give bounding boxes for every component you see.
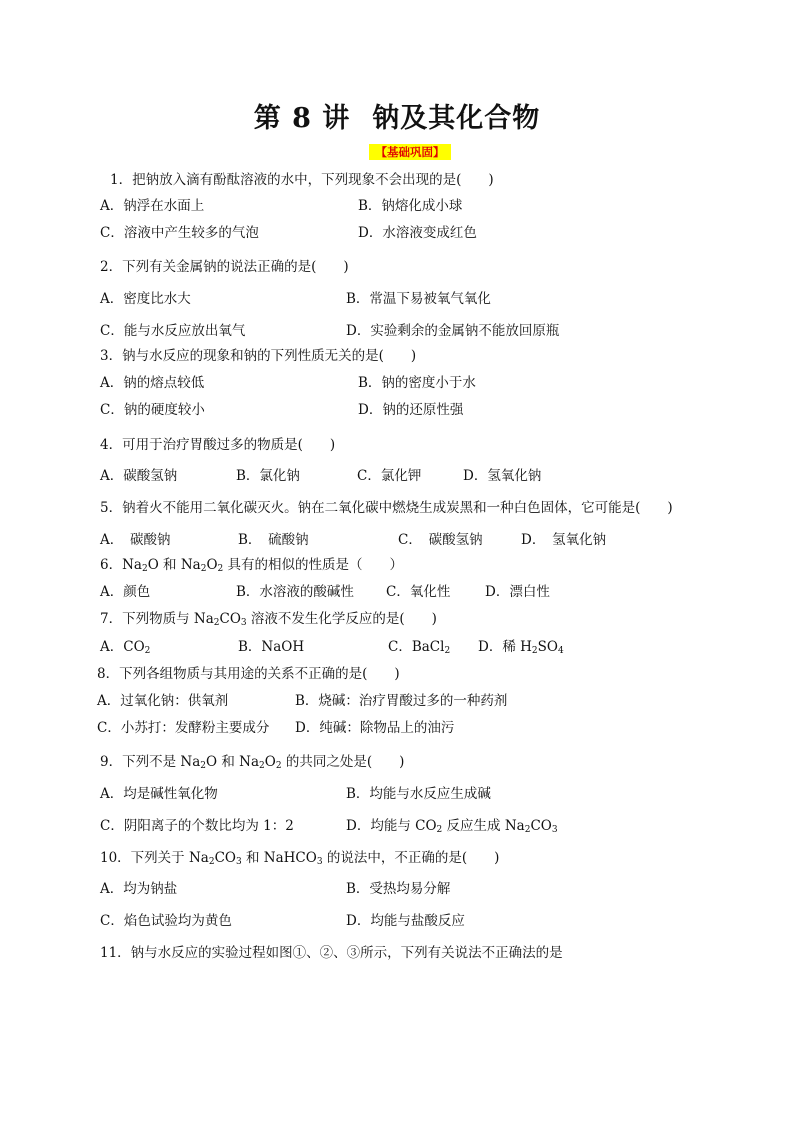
- question-4-option-d: D．氢氧化钠: [463, 468, 542, 484]
- question-1-option-a: A．钠浮在水面上: [100, 198, 205, 214]
- question-11-stem: 11．钠与水反应的实验过程如图①、②、③所示，下列有关说法不正确法的是: [100, 945, 563, 961]
- question-6-stem: 6．$Na_2O$ 和 $Na_2O_2$ 具有的相似的性质是（ ）: [100, 557, 404, 574]
- question-8-stem: 8．下列各组物质与其用途的关系不正确的是( ): [97, 666, 400, 682]
- question-10-option-b: B．受热均易分解: [346, 881, 451, 897]
- question-6-option-b: B．水溶液的酸碱性: [236, 584, 354, 600]
- question-9-option-b: B．均能与水反应生成碱: [346, 786, 491, 802]
- question-6-option-c: C．氧化性: [386, 584, 451, 600]
- question-4-option-b: B．氯化钠: [236, 468, 300, 484]
- question-2-option-c: C．能与水反应放出氧气: [100, 323, 246, 339]
- question-8-option-a: A．过氧化钠：供氧剂: [97, 693, 229, 709]
- lecture-number: 第 8 讲: [253, 103, 351, 134]
- question-3-option-d: D．钠的还原性强: [358, 402, 464, 418]
- question-1-stem: 1．把钠放入滴有酚酞溶液的水中，下列现象不会出现的是( ): [110, 172, 494, 188]
- question-8-option-c: C．小苏打：发酵粉主要成分: [97, 720, 270, 736]
- question-5-option-b: B． 硫酸钠: [238, 532, 309, 548]
- question-3-stem: 3．钠与水反应的现象和钠的下列性质无关的是( ): [100, 348, 417, 364]
- question-10-stem: 10．下列关于 $Na_2CO_3$ 和 NaHCO$_3$ 的说法中，不正确的是( ): [100, 850, 500, 867]
- question-7-option-b: B．NaOH: [238, 639, 305, 655]
- question-6-option-d: D．漂白性: [485, 584, 550, 600]
- question-4-option-c: C．氯化钾: [357, 468, 422, 484]
- question-5-option-c: C． 碳酸氢钠: [398, 532, 483, 548]
- question-2-option-d: D．实验剩余的金属钠不能放回原瓶: [346, 323, 560, 339]
- question-2-stem: 2．下列有关金属钠的说法正确的是( ): [100, 259, 349, 275]
- question-3-option-b: B．钠的密度小于水: [358, 375, 476, 391]
- question-9-stem: 9．下列不是 $Na_2O$ 和 $Na_2O_2$ 的共同之处是( ): [100, 754, 405, 771]
- question-2-option-b: B．常温下易被氧气氧化: [346, 291, 491, 307]
- question-7-stem: 7．下列物质与 $Na_2CO_3$ 溶液不发生化学反应的是( ): [100, 611, 437, 628]
- question-7-option-a: A．$CO_2$: [100, 639, 151, 656]
- question-3-option-c: C．钠的硬度较小: [100, 402, 205, 418]
- page-title: [0, 96, 794, 135]
- question-8-option-d: D．纯碱：除物品上的油污: [295, 720, 455, 736]
- lecture-topic: 钠及其化合物: [372, 103, 541, 134]
- question-5-stem: 5．钠着火不能用二氧化碳灭火。钠在二氧化碳中燃烧生成炭黑和一种白色固体，它可能是( ): [100, 500, 673, 516]
- question-2-option-a: A．密度比水大: [100, 291, 191, 307]
- question-9-option-c: C．阴阳离子的个数比均为 1：2: [100, 818, 294, 834]
- question-4-option-a: A．碳酸氢钠: [100, 468, 178, 484]
- question-4-stem: 4．可用于治疗胃酸过多的物质是( ): [100, 437, 336, 453]
- question-9-option-d: D．均能与 $CO_2$ 反应生成 $Na_2CO_3$: [346, 818, 558, 835]
- question-7-option-d: D．稀 $H_2SO_4$: [478, 639, 564, 656]
- question-10-option-d: D．均能与盐酸反应: [346, 913, 465, 929]
- question-6-option-a: A．颜色: [100, 584, 151, 600]
- question-1-option-c: C．溶液中产生较多的气泡: [100, 225, 259, 241]
- question-8-option-b: B．烧碱：治疗胃酸过多的一种药剂: [295, 693, 508, 709]
- question-1-option-d: D．水溶液变成红色: [358, 225, 477, 241]
- section-tag: 【基础巩固】: [369, 144, 451, 160]
- question-1-option-b: B．钠熔化成小球: [358, 198, 463, 214]
- question-7-option-c: C．BaCl$_2$: [388, 639, 451, 656]
- question-3-option-a: A．钠的熔点较低: [100, 375, 205, 391]
- question-5-option-d: D． 氢氧化钠: [521, 532, 607, 548]
- question-10-option-a: A．均为钠盐: [100, 881, 178, 897]
- question-5-option-a: A． 碳酸钠: [100, 532, 171, 548]
- question-10-option-c: C．焰色试验均为黄色: [100, 913, 232, 929]
- question-9-option-a: A．均是碱性氧化物: [100, 786, 218, 802]
